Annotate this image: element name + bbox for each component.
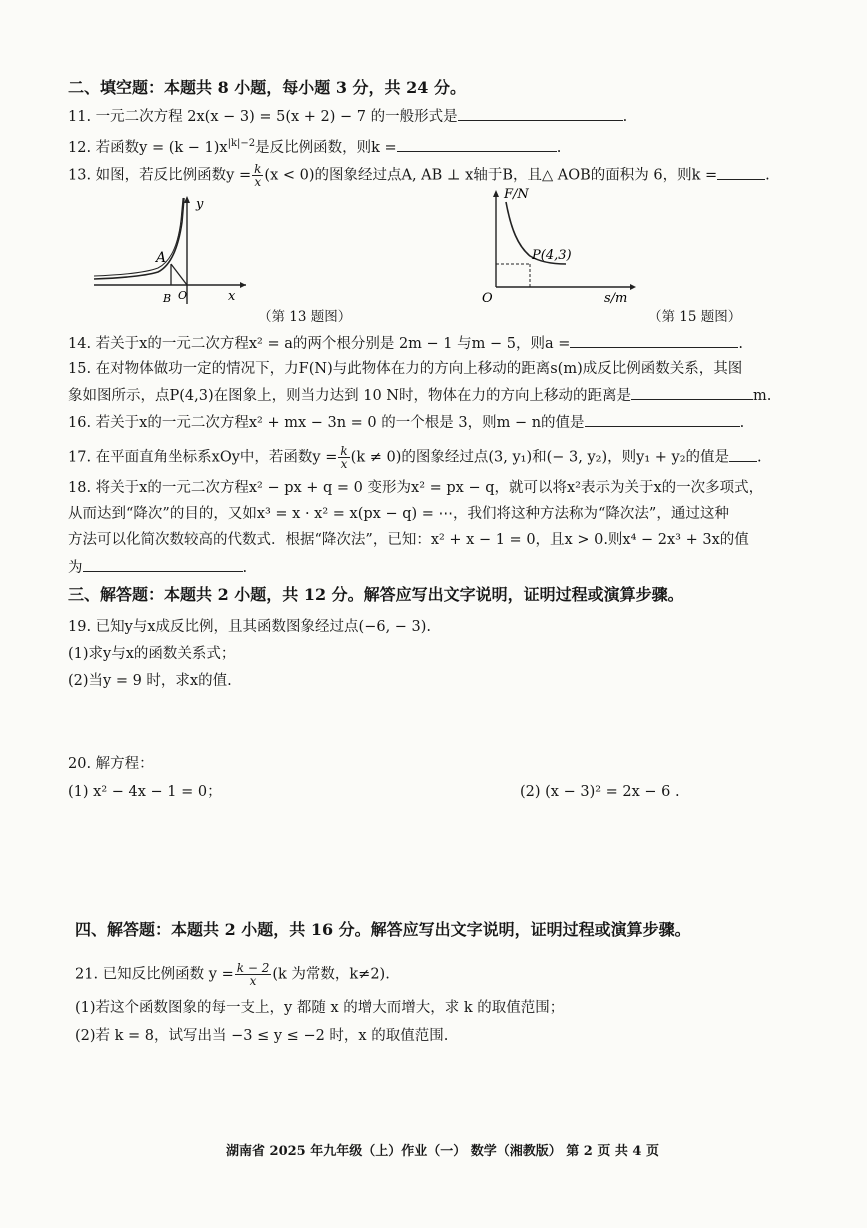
- q17-text: 17. 在平面直角坐标系xOy中，若函数y =: [68, 449, 338, 466]
- q12-end: .: [556, 139, 562, 156]
- q14-text: 14. 若关于x的一元二次方程x² = a的两个根分别是 2m − 1 与m − 5，则a =: [68, 336, 571, 352]
- q21-fraction: [235, 962, 272, 987]
- fig13-label-x: x: [228, 289, 236, 304]
- fig13-curve-2: [94, 198, 183, 276]
- q18-text: 为: [68, 560, 83, 576]
- question-20-line-1: 20. 解方程：: [68, 756, 154, 772]
- page-footer: 湖南省 2025 年九年级（上）作业（一） 数学（湘教版） 第 2 页 共 4 页: [226, 1144, 660, 1159]
- question-16: [68, 412, 744, 433]
- q18-answer-blank[interactable]: [83, 557, 243, 572]
- q15-unit: m.: [752, 388, 772, 404]
- q21-text: 21. 已知反比例函数 y =: [75, 966, 234, 983]
- question-21: [75, 962, 390, 987]
- q13-text-2: (x < 0)的图象经过点A, AB ⊥ x轴于B，且△ AOB的面积为 6，则k =: [264, 167, 718, 184]
- q15-text: 象如图所示，点P(4,3)在图象上，则当力达到 10 N时，物体在力的方向上移动的距离是: [68, 388, 631, 404]
- q17-text-2: (k ≠ 0)的图象经过点(3, y₁)和(− 3, y₂)，则y₁ + y₂的值是: [350, 449, 730, 466]
- q21-numerator: k − 2: [236, 961, 270, 975]
- fig15-y-arrow: [493, 190, 499, 197]
- fig15-label-s: s/m: [604, 291, 628, 306]
- fig15-caption: （第 15 题图）: [648, 309, 742, 325]
- figure-15: [478, 184, 638, 314]
- q17-numerator: k: [340, 444, 348, 458]
- q11-text: 11. 一元二次方程 2x(x − 3) = 5(x + 2) − 7 的一般形式是: [68, 109, 458, 125]
- q16-end: .: [739, 415, 745, 431]
- question-19-line-1: 19. 已知y与x成反比例，且其函数图象经过点(−6, − 3).: [68, 619, 432, 635]
- q17-denominator: x: [340, 457, 348, 471]
- question-18-line-2: 从而达到“降次”的目的，又如x³ = x · x² = x(px − q) = ⋯，我们将这种方法称为“降次法”，通过这种: [68, 506, 729, 522]
- q13-end: .: [765, 167, 770, 184]
- q21-text-2: (k 为常数，k≠2).: [272, 966, 390, 983]
- fig13-label-a: A: [156, 250, 167, 266]
- question-13: [68, 163, 770, 188]
- question-15-line-1: 15. 在对物体做功一定的情况下，力F(N)与此物体在力的方向上移动的距离s(m)成反比例函数关系，其图: [68, 361, 743, 377]
- question-20-part-1: (1) x² − 4x − 1 = 0；: [68, 784, 222, 800]
- fig13-label-b: B: [163, 292, 172, 305]
- section-2-heading: 二、填空题：本题共 8 小题，每小题 3 分，共 24 分。: [68, 78, 466, 97]
- fig13-segment-ao: [171, 264, 187, 285]
- fig13-caption: （第 13 题图）: [258, 309, 352, 325]
- question-18: [68, 557, 247, 578]
- q14-answer-blank[interactable]: [570, 333, 738, 348]
- q12-text-2: 是反比例函数，则k =: [255, 139, 397, 156]
- fig13-label-y: y: [196, 197, 204, 212]
- fig13-y-arrow: [184, 196, 190, 203]
- fig13-label-o: O: [178, 289, 188, 302]
- q14-end: .: [738, 336, 743, 352]
- q17-end: .: [757, 449, 762, 466]
- q12-exponent: |k|−2: [227, 138, 256, 149]
- fig15-label-p: P(4,3): [532, 248, 572, 263]
- q16-text: 16. 若关于x的一元二次方程x² + mx − 3n = 0 的一个根是 3，则m − n的值是: [68, 415, 585, 431]
- question-11: [68, 106, 627, 127]
- q13-text: 13. 如图，若反比例函数y =: [68, 167, 252, 184]
- q11-end: .: [622, 109, 628, 125]
- question-18-line-1: 18. 将关于x的一元二次方程x² − px + q = 0 变形为x² = px − q，就可以将x²表示为关于x的一次多项式，: [68, 480, 764, 496]
- q16-answer-blank[interactable]: [585, 412, 740, 427]
- q17-answer-blank[interactable]: [729, 447, 757, 462]
- fig13-x-arrow: [240, 282, 246, 288]
- fig15-label-f: F/N: [504, 187, 529, 202]
- figure-13: [90, 192, 250, 308]
- fig15-label-o: O: [482, 291, 493, 306]
- q12-text: 12. 若函数y = (k − 1)x: [68, 139, 228, 156]
- question-18-line-3: 方法可以化简次数较高的代数式．根据“降次法”，已知：x² + x − 1 = 0，且x > 0.则x⁴ − 2x³ + 3x的值: [68, 532, 749, 548]
- q12-answer-blank[interactable]: [397, 137, 557, 152]
- question-19-part-2: (2)当y = 9 时，求x的值.: [68, 673, 232, 689]
- q11-answer-blank[interactable]: [458, 106, 623, 121]
- question-15: [68, 385, 771, 406]
- q13-numerator: k: [254, 162, 262, 176]
- question-12: [68, 134, 561, 158]
- q13-answer-blank[interactable]: [717, 165, 765, 180]
- question-19-part-1: (1)求y与x的函数关系式；: [68, 646, 236, 662]
- q17-fraction: [338, 445, 349, 470]
- section-4-heading: 四、解答题：本题共 2 小题，共 16 分。解答应写出文字说明，证明过程或演算步骤。: [75, 920, 691, 939]
- question-14: [68, 333, 743, 354]
- question-21-part-1: (1)若这个函数图象的每一支上，y 都随 x 的增大而增大，求 k 的取值范围；: [75, 1000, 565, 1016]
- q21-denominator: x: [249, 974, 257, 988]
- q13-denominator: x: [254, 175, 262, 189]
- question-20-part-2: (2) (x − 3)² = 2x − 6 .: [520, 784, 680, 800]
- q18-end: .: [242, 560, 248, 576]
- fig15-x-arrow: [630, 284, 636, 290]
- q15-answer-blank[interactable]: [631, 385, 753, 400]
- q13-fraction: [252, 163, 263, 188]
- question-17: [68, 445, 762, 470]
- section-3-heading: 三、解答题：本题共 2 小题，共 12 分。解答应写出文字说明，证明过程或演算步骤。: [68, 585, 684, 604]
- question-21-part-2: (2)若 k = 8，试写出当 −3 ≤ y ≤ −2 时，x 的取值范围.: [75, 1028, 449, 1044]
